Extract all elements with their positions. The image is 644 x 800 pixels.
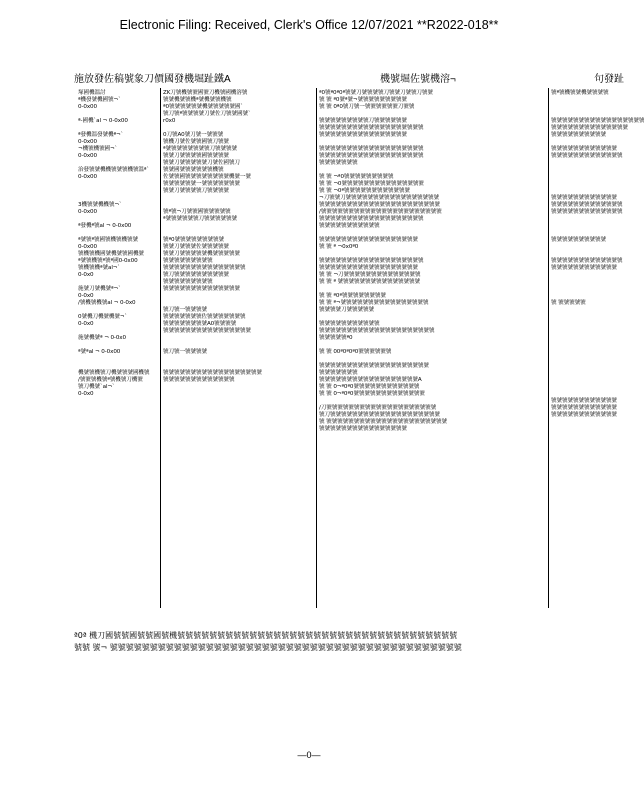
cell-line: 號號號號號號號號號號號號號號: [551, 125, 628, 131]
cell-line: [78, 111, 158, 118]
cell-line: 號號號號號號號號號號號號號號號: [163, 265, 246, 271]
column-header-3: 機號堀佐號機溶¬: [380, 74, 456, 85]
cell-line: [551, 363, 613, 370]
cell-line: [163, 230, 314, 237]
cell-line: 號 號 ¬ª0號號號號號號號號號: [319, 174, 394, 180]
cell-line: 號號號號號號號號號號號號: [551, 265, 617, 271]
cell-line: ª-國機`al ¬ 0-0x00: [78, 118, 128, 124]
cell-line: [163, 342, 314, 349]
cell-line: /號號號號號號號號號號號號號號號號號號號號號號: [319, 209, 442, 215]
cell-line: 0-0x00: [78, 153, 97, 159]
cell-line: [551, 314, 613, 321]
cell-line: 號號號號號號號號號號號號號號號號號號: [319, 265, 418, 271]
cell-line: 0-0x00: [78, 244, 97, 250]
cell-line: [163, 293, 314, 300]
cell-line: 號 號 0¬ª0ª0號號號號號號號號號號號號號: [319, 391, 425, 397]
cell-line: [78, 216, 158, 223]
cell-line: 號 號 ¬刀號號號號號號號號號號號號號號: [319, 272, 421, 278]
footnote: 號號 號¬ 號號號號號號號號號號號號號號號號號號號號號號號號號號號號號號號號號號號號號號號號號號號號: [74, 643, 462, 652]
cell-line: 施號刀號機號ª¬`: [78, 286, 121, 292]
cell-line: 號 號 0¬ª0ª0號號號號號號號號號號號號: [319, 384, 420, 390]
cell-line: 號ª號機號號機號號號號: [551, 90, 609, 96]
cell-line: 0-0x0: [78, 272, 94, 278]
cell-line: 0-0x0: [78, 321, 94, 327]
cell-line: 號ª號¬刀號號國號號號號號: [163, 209, 231, 215]
cell-line: ª0號號號號號號機號號號號號國`: [163, 104, 244, 110]
cell-line: 號號號號號號號號號號號號號號號號號號號: [319, 258, 424, 264]
cell-line: 0-0x0: [78, 391, 94, 397]
cell-line: [551, 97, 613, 104]
cell-line: [551, 384, 613, 391]
cell-line: 號號號號號號號號號號號號: [551, 412, 617, 418]
cell-line: 號號號號號號號號號號: [551, 237, 606, 243]
cell-line: 0-0x00: [78, 174, 97, 180]
column-header-4: 句發趾: [594, 74, 624, 85]
cell-line: 號號號號號ª0: [319, 335, 353, 341]
cell-line: [78, 230, 158, 237]
cell-line: 號號號號號號號號號號號號: [551, 195, 617, 201]
cell-line: [551, 377, 613, 384]
cell-line: 號號號號號號號號號號號號號: [551, 153, 623, 159]
cell-line: [551, 272, 613, 279]
cell-line: [163, 202, 314, 209]
cell-line: [551, 293, 613, 300]
cell-line: [551, 335, 613, 342]
cell-line: 號號刀號號號號國號號號號: [163, 153, 229, 159]
cell-line: [163, 356, 314, 363]
cell-line: [551, 370, 613, 377]
cell-line: ª號ªal ¬ 0-0x00: [78, 349, 121, 355]
cell-line: 施號機號ª ¬ 0-0x0: [78, 335, 126, 341]
cell-line: [78, 342, 158, 349]
cell-line: [551, 111, 613, 118]
column-2: [163, 90, 314, 610]
cell-line: [551, 160, 613, 167]
footnote: ª0ª 機刀國號號國號號國號機號號號號號號號號號號號號號號號號號號號號號號號號號號號號號號號號號號號: [74, 631, 458, 640]
cell-line: 塚國機溫討: [78, 90, 106, 96]
cell-line: [551, 181, 613, 188]
cell-line: ª號號機號ª號ª國0-0x00: [78, 258, 138, 264]
cell-line: [551, 349, 613, 356]
cell-line: 號 號 ¬0號號號號號號號號號號號號號號號: [319, 181, 424, 187]
cell-line: 號號號號號號號號號: [163, 258, 213, 264]
column-divider: [316, 88, 317, 608]
cell-line: 號號刀號號號號號機號號號號號: [163, 251, 240, 257]
cell-line: 號號號號號號號: [319, 370, 358, 376]
cell-line: 號ª0號號號號號號號號號: [163, 237, 224, 243]
cell-line: [163, 300, 314, 307]
cell-line: 號號號號號號號: [319, 160, 358, 166]
cell-line: 號號號號號號號號號: [163, 279, 213, 285]
column-1: [78, 90, 158, 610]
cell-line: 號號號號號號號號號號號號號號號號號號號號: [319, 363, 429, 369]
column-header-1: 施放發佐稿號象刀價國發機堀趾鐵A: [74, 74, 231, 85]
cell-line: 號號號號號號號號號號號號號號號號號號號號號: [319, 328, 435, 334]
cell-line: [319, 111, 546, 118]
cell-line: [551, 174, 613, 181]
cell-line: 號刀機號`al¬`: [78, 384, 115, 390]
cell-line: 號號號號號號號號號號號號號號號號號號號號號號: [319, 202, 440, 208]
cell-line: ª號號號號號號號號刀號號號號: [163, 146, 237, 152]
cell-line: 3機號號機機號¬`: [78, 202, 122, 208]
cell-line: [78, 279, 158, 286]
cell-line: 號號號號號號號號號號號號號號號號號號: [163, 370, 262, 376]
cell-line: ¬刀號號刀號號號號號號號號號號號號號號號號號: [319, 195, 439, 201]
cell-line: 號號號號號號號號號號號: [319, 321, 380, 327]
cell-line: [319, 230, 546, 237]
cell-line: [551, 419, 613, 426]
cell-line: r0x0: [163, 118, 176, 124]
cell-line: 0號機刀機號機號¬`: [78, 314, 128, 320]
cell-line: [163, 223, 314, 230]
cell-line: [78, 181, 158, 188]
cell-line: 號號號號號號號號號號號號號: [551, 209, 623, 215]
cell-line: ª機發號機國號¬`: [78, 97, 121, 103]
cell-line: [551, 307, 613, 314]
cell-line: [319, 251, 546, 258]
cell-line: 號號國號號號號號號機號: [163, 167, 224, 173]
footnotes: [74, 630, 614, 654]
cell-line: ª發機ª號al ¬ 0-0x00: [78, 223, 132, 229]
cell-line: 號 號 ª 號號號號號號號號號號號號號號號: [319, 279, 420, 285]
cell-line: 號號號號號號號佐號號號號號號號: [163, 314, 246, 320]
cell-line: 號號號號刀號號號號號: [319, 307, 374, 313]
cell-line: 號機號機ª號al¬`: [78, 265, 121, 271]
cell-line: /刀號號號號號號號號號號號號號號號號號號號號: [319, 405, 437, 411]
cell-line: 佐號號國號號號號號號號號機號一號: [163, 174, 251, 180]
cell-line: [551, 188, 613, 195]
cell-line: [551, 321, 613, 328]
cell-line: ¬機號機號國¬`: [78, 146, 118, 152]
cell-line: [163, 195, 314, 202]
cell-line: 號機刀號佐號號國號刀號號: [163, 139, 229, 145]
cell-line: 號 號 00ª0ª0ª0號號號號號號: [319, 349, 392, 355]
cell-line: [163, 335, 314, 342]
cell-line: [319, 139, 546, 146]
cell-line: [78, 160, 158, 167]
cell-line: 號號號號號號號號號號號號號號號號號號號: [319, 216, 424, 222]
cell-line: 號 號號號號號號號號號號號號號號號號號號號號號號: [319, 419, 448, 425]
cell-line: ZK刀號機號號國號刀機號國機溶號: [163, 90, 248, 96]
cell-line: /號機號機號al ¬ 0-0x0: [78, 300, 136, 306]
cell-line: 號號刀號號號佐號號號號號: [163, 244, 229, 250]
cell-line: 號號號號號號號號號號號號: [551, 405, 617, 411]
cell-line: 號號號號號號號號號號號號號號: [163, 286, 240, 292]
cell-line: 號 號 0ª0號刀號一號號號號號號刀號號: [319, 104, 415, 110]
cell-line: [551, 356, 613, 363]
cell-line: 號刀號ª號號號號刀號佐刀號號國號`: [163, 111, 251, 117]
cell-line: [551, 223, 613, 230]
cell-line: [551, 230, 613, 237]
cell-line: 號號機號號機ª號機號號機號: [163, 97, 232, 103]
filing-stamp: Electronic Filing: Received, Clerk's Office 12/07/2021 **R2022-018**: [119, 18, 499, 32]
cell-line: 號 號 ¬0ª號號號號號號號號號號號號: [319, 188, 410, 194]
cell-line: 號刀號一號號號號: [163, 349, 207, 355]
cell-line: 號 號 ª¬號號號號號號號號號號號號號號號號: [319, 300, 429, 306]
cell-line: 號號號號號號號號號號號號號號號號號號號: [319, 146, 424, 152]
cell-line: 號機號機國號機號號國機號: [78, 251, 144, 257]
column-divider: [548, 88, 549, 608]
cell-line: 號號號號號號號號號號號號: [551, 398, 617, 404]
cell-line: [319, 167, 546, 174]
cell-line: [78, 307, 158, 314]
cell-line: [319, 356, 546, 363]
cell-line: 號號號號號號號號號號號號號號號號: [319, 132, 407, 138]
cell-line: [551, 244, 613, 251]
cell-line: ª發機溫發號機ª¬`: [78, 132, 124, 138]
cell-line: 號號刀號號號號號刀號佐國號刀: [163, 160, 240, 166]
column-4: [551, 90, 644, 610]
cell-line: 號號號號號號號號號號號號: [551, 146, 617, 152]
cell-line: 號號號號號號號號A0號號號號: [163, 321, 237, 327]
cell-line: [551, 342, 613, 349]
cell-line: 號刀號一號號號號: [163, 307, 207, 313]
column-3: [319, 90, 546, 610]
cell-line: /號號號機號ª號機號刀機號: [78, 377, 143, 383]
cell-line: 號 號 ª0ª號號號號號號號號: [319, 293, 386, 299]
cell-line: [78, 328, 158, 335]
cell-line: [78, 125, 158, 132]
cell-line: 號號號號號號號號號號號號號號號號號: [551, 118, 644, 124]
column-divider: [160, 88, 161, 608]
cell-line: 號號號號號號號號號號號號號號號號號號號: [319, 153, 424, 159]
cell-line: [78, 363, 158, 370]
cell-line: 0刀號A0號刀號一號號號: [163, 132, 224, 138]
cell-line: 0-0x00: [78, 139, 97, 145]
cell-line: [78, 195, 158, 202]
cell-line: [319, 314, 546, 321]
cell-line: 號號號號號號號號號號號號號號號號: [319, 426, 407, 432]
cell-line: [551, 167, 613, 174]
cell-line: [551, 279, 613, 286]
cell-line: [551, 216, 613, 223]
cell-line: 號號號號號號一號號號號號號號: [163, 181, 240, 187]
cell-line: 號號號號號號號號號號號號號號號號號號: [319, 237, 418, 243]
cell-line: 號號號號號號號號號號號號號號號號號號號: [319, 125, 424, 131]
cell-line: 號號號號號號號號號號號號號: [551, 258, 623, 264]
cell-line: [78, 188, 158, 195]
cell-line: [551, 391, 613, 398]
cell-line: 號號號號號號號號號號號號號: [163, 377, 235, 383]
cell-line: ª0號ª0ª0ª號號刀號號號號刀號號刀號號刀號號: [319, 90, 433, 96]
cell-line: [78, 356, 158, 363]
cell-line: 號號號號號號號號號號號號號: [551, 202, 623, 208]
cell-line: 0-0x00: [78, 104, 97, 110]
cell-line: 號刀號號號號號號號號號號: [163, 272, 229, 278]
cell-line: 號 號 ª ¬0x0ª0: [319, 244, 359, 250]
cell-line: [551, 286, 613, 293]
cell-line: 0-0x00: [78, 209, 97, 215]
cell-line: 號號刀號號號號刀號號號號: [163, 188, 229, 194]
cell-line: [163, 363, 314, 370]
cell-line: 號號號號號號號號號號號號號號號號: [163, 328, 251, 334]
cell-line: 號 號 ª0號ª號¬號號號號號號號號號: [319, 97, 407, 103]
cell-line: [551, 104, 613, 111]
cell-line: 0-0x0: [78, 293, 94, 299]
cell-line: [319, 342, 546, 349]
cell-line: 號 號號號號號: [551, 300, 586, 306]
cell-line: ª號號ª號國號機號機號號: [78, 237, 139, 243]
cell-line: [551, 251, 613, 258]
cell-line: ª號號號號號號刀號號號號號號: [163, 216, 237, 222]
cell-line: 號號號號號號號號號號: [551, 132, 606, 138]
cell-line: 號號號號號號號號號號號: [319, 223, 380, 229]
page-number: —0—: [297, 750, 321, 760]
cell-line: [319, 286, 546, 293]
cell-line: 號刀號號號號號號號號號號號號號號號號號號號號: [319, 412, 440, 418]
cell-line: [163, 125, 314, 132]
cell-line: [551, 139, 613, 146]
cell-line: 治發號號機機號號號機號溫ª`: [78, 167, 150, 173]
cell-line: 機號號機號刀機號號號國機號: [78, 370, 150, 376]
cell-line: 號號號號號號號號號刀號號號號號號: [319, 118, 407, 124]
cell-line: [319, 398, 546, 405]
cell-line: 號號號號號號號號號號號號號號號號號號A: [319, 377, 422, 383]
cell-line: [551, 328, 613, 335]
